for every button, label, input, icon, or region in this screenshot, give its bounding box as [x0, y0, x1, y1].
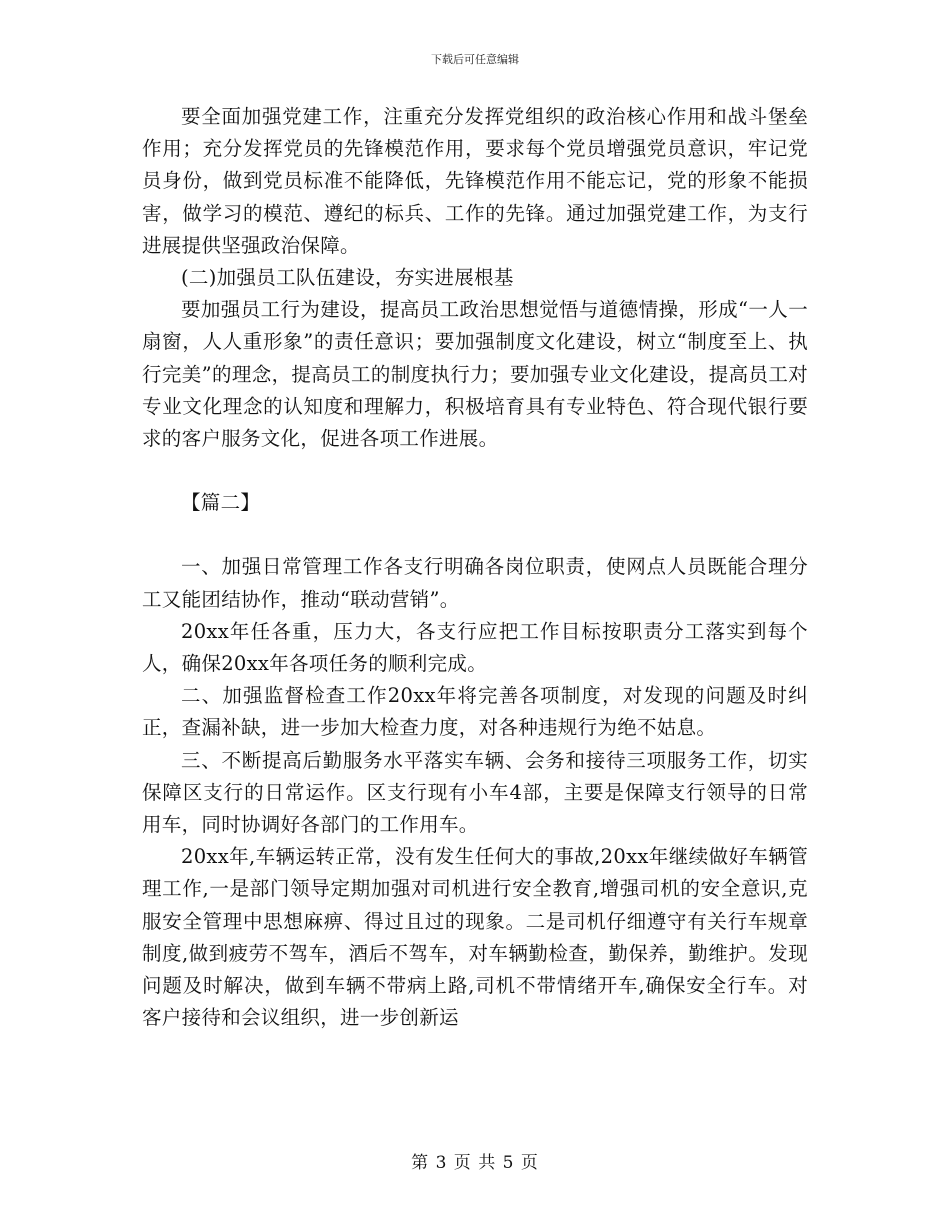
- page-number: 第 3 页 共 5 页: [411, 1153, 539, 1173]
- section-title: 【篇二】: [181, 491, 261, 515]
- paragraph-logistics: 三、不断提高后勤服务水平落实车辆、会务和接待三项服务工作，切实保障区支行的日常运作。区支行现有小车4部，主要是保障支行领导的日常用车，同时协调好各部门的工作用车。: [142, 748, 808, 837]
- paragraph-daily-management: 一、加强日常管理工作各支行明确各岗位职责，使网点人员既能合理分工又能团结协作，推动“联动营销”。: [142, 555, 808, 611]
- paragraph-vehicle-management: 20xx年,车辆运转正常，没有发生任何大的事故,20xx年继续做好车辆管理工作,一是部门领导定期加强对司机进行安全教育,增强司机的安全意识,克服安全管理中思想麻痹、得过且过的现象。二是司机仔细遵守有关行车规章制度,做到疲劳不驾车，酒后不驾车，对车辆勤检查，勤保养，勤维护。发现问题及时解决，做到车辆不带病上路,司机不带情绪开车,确保安全行车。对客户接待和会议组织，进一步创新运: [142, 845, 808, 1030]
- document-body: [142, 101, 808, 1034]
- paragraph-supervision: 二、加强监督检查工作20xx年将完善各项制度，对发现的问题及时纠正，查漏补缺，进一步加大检查力度，对各种违规行为绝不姑息。: [142, 684, 808, 740]
- paragraph-party-building: 要全面加强党建工作，注重充分发挥党组织的政治核心作用和战斗堡垒作用；充分发挥党员的先锋模范作用，要求每个党员增强党员意识，牢记党员身份，做到党员标准不能降低，先锋模范作用不能忘记，党的形象不能损害，做学习的模范、遵纪的标兵、工作的先锋。通过加强党建工作，为支行进展提供坚强政治保障。: [142, 105, 808, 257]
- paragraph-staff-behavior: 要加强员工行为建设，提高员工政治思想觉悟与道德情操，形成“一人一扇窗，人人重形象”的责任意识；要加强制度文化建设，树立“制度至上、执行完美”的理念，提高员工的制度执行力；要加强专业文化建设，提高员工对专业文化理念的认知度和理解力，积极培育具有专业特色、符合现代银行要求的客户服务文化，促进各项工作进展。: [142, 298, 808, 451]
- paragraph-annual-tasks: 20xx年任各重，压力大，各支行应把工作目标按职责分工落实到每个人，确保20xx年各项任务的顺利完成。: [142, 619, 808, 676]
- page-header: 下载后可任意编辑: [431, 53, 519, 66]
- subheading-staff-team: (二)加强员工队伍建设，夯实进展根基: [181, 266, 514, 290]
